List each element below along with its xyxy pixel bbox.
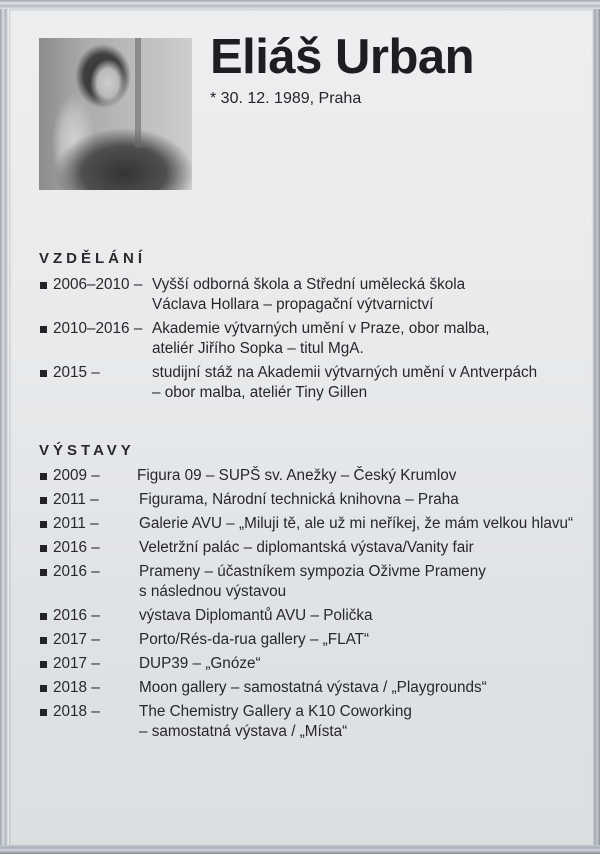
text-line: The Chemistry Gallery a K10 Coworking — [139, 703, 412, 720]
bullet-icon — [40, 370, 47, 377]
exhibition-year: 2017 – — [53, 655, 100, 672]
exhibition-year: 2016 – — [53, 607, 100, 624]
education-years: 2006–2010 – — [53, 276, 143, 293]
bullet-icon — [40, 521, 47, 528]
exhibition-text — [137, 466, 456, 486]
education-heading: VZDĚLÁNÍ — [39, 250, 146, 267]
bullet-icon — [40, 685, 47, 692]
exhibition-text — [139, 606, 373, 626]
education-text — [152, 363, 537, 403]
exhibition-text — [139, 630, 369, 650]
text-line: – obor malba, ateliér Tiny Gillen — [152, 384, 368, 401]
bullet-icon — [40, 637, 47, 644]
exhibition-text — [139, 678, 487, 698]
exhibition-year: 2011 – — [53, 491, 99, 508]
education-text — [152, 275, 465, 315]
text-line: ateliér Jiřího Sopka – titul MgA. — [152, 340, 364, 357]
exhibition-year: 2018 – — [53, 703, 100, 720]
exhibition-year: 2009 – — [53, 467, 100, 484]
exhibition-text — [139, 654, 261, 674]
education-years: 2015 – — [53, 364, 100, 381]
text-line: Prameny – účastníkem sympozia Oživme Prameny — [139, 563, 486, 580]
portrait-photo — [39, 38, 192, 190]
bullet-icon — [40, 661, 47, 668]
text-line: výstava Diplomantů AVU – Polička — [139, 607, 373, 624]
text-line: – samostatná výstava / „Místa“ — [139, 723, 348, 740]
birth-info: * 30. 12. 1989, Praha — [210, 90, 362, 107]
text-line: Galerie AVU – „Miluji tě, ale už mi neříkej, že mám velkou hlavu“ — [139, 515, 574, 532]
education-years: 2010–2016 – — [53, 320, 143, 337]
exhibition-text — [139, 562, 486, 602]
bullet-icon — [40, 569, 47, 576]
bullet-icon — [40, 326, 47, 333]
text-line: Václava Hollara – propagační výtvarnictví — [152, 296, 434, 313]
text-line: Vyšší odborná škola a Střední umělecká škola — [152, 276, 466, 293]
frame-top-edge — [0, 0, 600, 9]
exhibition-text — [139, 702, 412, 742]
exhibition-text — [139, 514, 573, 534]
text-line: Porto/Rés-da-rua gallery – „FLAT“ — [139, 631, 370, 648]
person-name: Eliáš Urban — [210, 30, 475, 84]
bullet-icon — [40, 282, 47, 289]
exhibition-text — [139, 538, 474, 558]
photo-background-pillar — [135, 38, 141, 148]
exhibition-year: 2017 – — [53, 631, 100, 648]
text-line: s následnou výstavou — [139, 583, 287, 600]
bullet-icon — [40, 613, 47, 620]
text-line: Moon gallery – samostatná výstava / „Playgrounds“ — [139, 679, 487, 696]
exhibition-year: 2011 – — [53, 515, 99, 532]
text-line: Veletržní palác – diplomantská výstava/Vanity fair — [139, 539, 474, 556]
exhibition-year: 2018 – — [53, 679, 100, 696]
bullet-icon — [40, 709, 47, 716]
text-line: Figurama, Národní technická knihovna – Praha — [139, 491, 459, 508]
exhibition-year: 2016 – — [53, 563, 100, 580]
text-line: Figura 09 – SUPŠ sv. Anežky – Český Krumlov — [137, 467, 457, 484]
frame-bottom-edge — [0, 845, 600, 854]
text-line: studijní stáž na Akademii výtvarných umění v Antverpách — [152, 364, 538, 381]
bullet-icon — [40, 497, 47, 504]
text-line: DUP39 – „Gnóze“ — [139, 655, 261, 672]
bullet-icon — [40, 545, 47, 552]
text-line: Akademie výtvarných umění v Praze, obor malba, — [152, 320, 490, 337]
exhibitions-heading: VÝSTAVY — [39, 442, 135, 459]
education-text — [152, 319, 490, 359]
exhibition-text — [139, 490, 459, 510]
exhibition-year: 2016 – — [53, 539, 100, 556]
bullet-icon — [40, 473, 47, 480]
